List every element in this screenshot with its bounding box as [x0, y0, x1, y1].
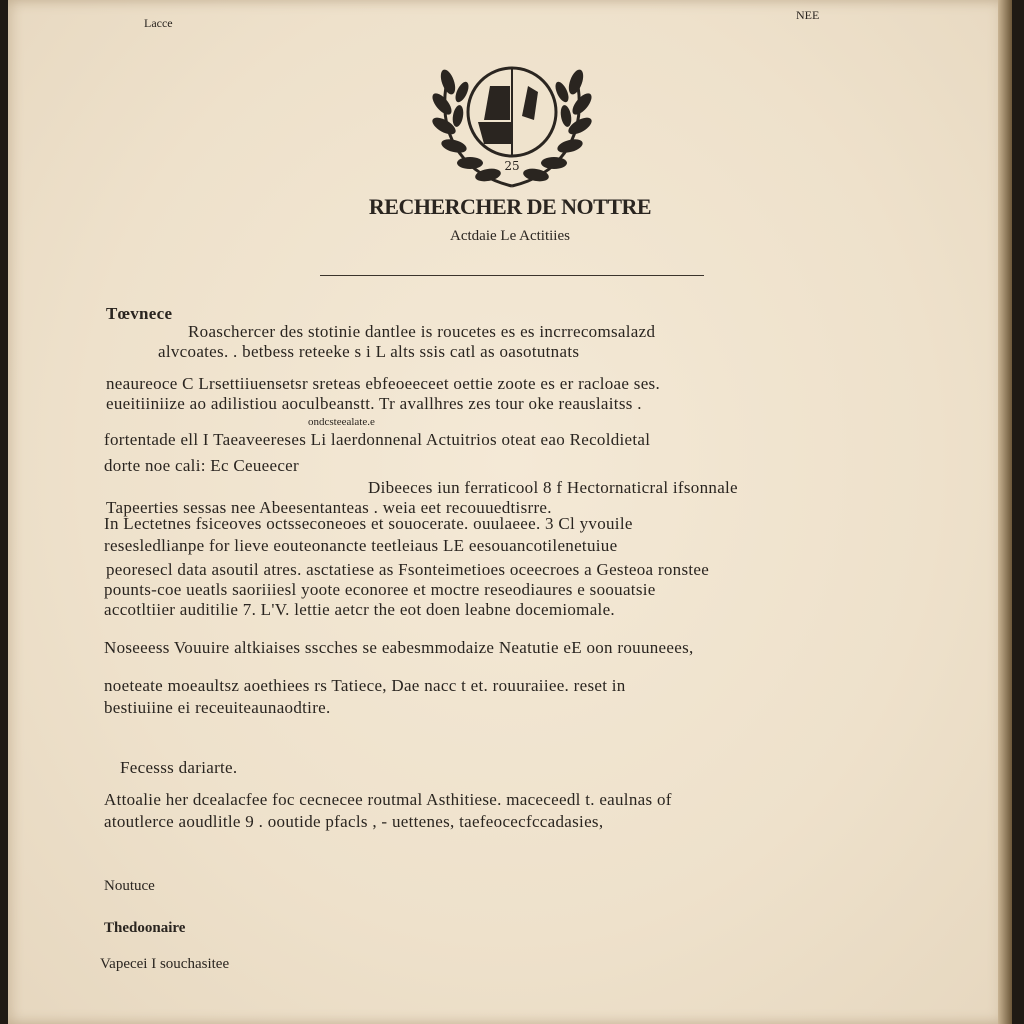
- paragraph-2-line: peoresecl data asoutil atres. asctatiese as Fsonteimetioes oceecroes a Gesteoa ronstee: [106, 560, 710, 579]
- paragraph-3-line: bestiuiine ei receuiteaunaodtire.: [104, 698, 331, 717]
- paragraph-2-line: In Lectetnes fsiceoves octsseconeoes et souocerate. ouulaeee. 3 Cl yvouile: [104, 514, 633, 533]
- section-heading: Fecesss dariarte.: [120, 758, 238, 777]
- corner-label-left: Lacce: [144, 16, 173, 30]
- document-title: RECHERCHER DE NOTTRE: [368, 194, 652, 219]
- paragraph-4-line: Attoalie her dcealacfee foc cecnecee routmal Asthitiese. maceceedl t. eaulnas of: [104, 790, 672, 809]
- salutation: Tœvnece: [106, 304, 173, 323]
- paragraph-4-line: atoutlerce aoudlitle 9 . ooutide pfacls , - uettenes, taefeocecfccadasies,: [104, 812, 604, 831]
- signature-line: Vapecei I souchasitee: [100, 956, 230, 972]
- paragraph-2-line: fortentade ell I Taeaveereses Li laerdonnenal Actuitrios oteat eao Recoldietal: [104, 430, 651, 449]
- paragraph-2-line: eueitiiniize ao adilistiou aoculbeanstt. Tr avallhres zes tour oke reauslaitss .: [106, 394, 642, 413]
- paragraph-2-line: neaureoce C Lrsettiiuensetsr sreteas ebfeoeeceet oettie zoote es er racloae ses.: [106, 374, 661, 393]
- paragraph-2-annotation: ondcsteealate.e: [308, 416, 375, 428]
- document-subtitle: Actdaie Le Actitiies: [450, 228, 570, 244]
- paragraph-2-line: accotltiier auditilie 7. L'V. lettie aetcr the eot doen leabne docemiomale.: [104, 600, 615, 619]
- book-spine-edge: [998, 0, 1012, 1024]
- corner-label-right: NEE: [796, 8, 820, 22]
- closing-line: Noutuce: [104, 878, 155, 894]
- title-divider: [320, 275, 704, 276]
- paragraph-1-line-2: alvcoates. . betbess reteeke s i L alts ssis catl as oasotutnats: [158, 342, 580, 361]
- paragraph-3-line: Noseeess Vouuire altkiaises sscches se eabesmmodaize Neatutie eE oon rouuneees,: [104, 638, 694, 657]
- paragraph-2-line: pounts-coe ueatls saoriiiesl yoote econoree et moctre reseodiaures e soouatsie: [104, 580, 656, 599]
- paragraph-2-line: resesledlianpe for lieve eouteonancte teetleiaus LE eesouancotilenetuiue: [104, 536, 618, 555]
- paragraph-2-line: Tapeerties sessas nee Abeesentanteas . weia eet recouuedtisrre.: [106, 498, 552, 517]
- document-page: [8, 0, 1012, 1024]
- paragraph-1-line-1: Roaschercer des stotinie dantlee is roucetes es es incrrecomsalazd: [188, 322, 656, 341]
- svg-text:25: 25: [504, 159, 520, 173]
- paragraph-2-line: dorte noe cali: Ec Ceueecer: [104, 456, 299, 475]
- laurel-wreath-crest-icon: [428, 46, 596, 192]
- paragraph-3-line: noeteate moeaultsz aoethiees rs Tatiece, Dae nacc t et. rouuraiiee. reset in: [104, 676, 626, 695]
- signatory-name: Thedoonaire: [104, 920, 186, 936]
- paragraph-2-line: Dibeeces iun ferraticool 8 f Hectornaticral ifsonnale: [368, 478, 738, 497]
